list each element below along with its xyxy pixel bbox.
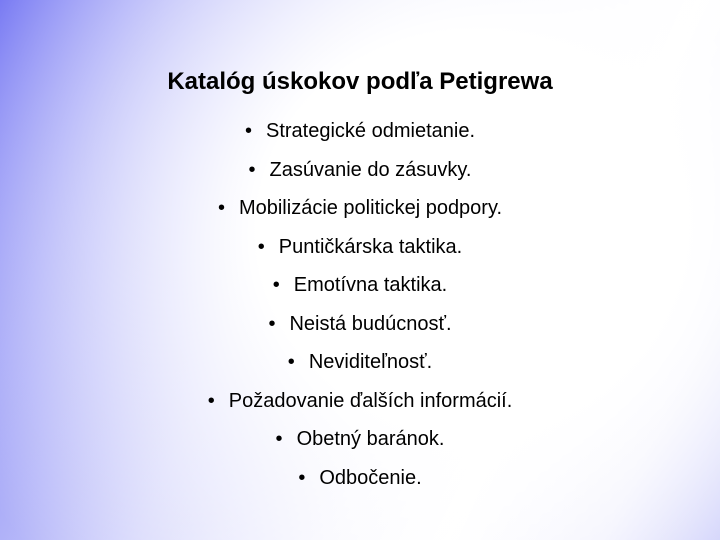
bullet-icon: • [257,235,265,258]
bullet-icon: • [287,351,295,373]
list-item-text: Zasúvanie do zásuvky. [269,158,472,181]
bullet-list [0,112,720,497]
list-item [0,343,720,382]
list-item-text: Neistá budúcnosť. [289,312,452,335]
bullet-icon: • [268,312,276,335]
list-item-text: Strategické odmietanie. [266,120,476,142]
list-item [0,151,720,190]
list-item-text: Obetný baránok. [296,428,445,450]
list-item-text: Odbočenie. [319,466,422,489]
bullet-icon: • [248,158,256,181]
bullet-icon: • [244,120,252,142]
list-item [0,189,720,228]
bullet-icon: • [217,197,225,219]
list-item [0,112,720,151]
list-item [0,228,720,267]
bullet-icon: • [298,466,306,489]
bullet-icon: • [275,428,283,450]
list-item [0,305,720,344]
bullet-icon: • [272,274,280,296]
slide-title: Katalóg úskokov podľa Petigrewa [167,68,553,95]
list-item [0,420,720,459]
list-item [0,382,720,421]
list-item [0,266,720,305]
list-item-text: Emotívna taktika. [293,274,448,296]
list-item-text: Požadovanie ďalších informácií. [228,389,513,412]
list-item-text: Neviditeľnosť. [308,351,433,373]
list-item-text: Puntičkárska taktika. [278,235,463,258]
list-item-text: Mobilizácie politickej podpory. [238,197,503,219]
list-item [0,459,720,498]
bullet-icon: • [207,389,215,412]
